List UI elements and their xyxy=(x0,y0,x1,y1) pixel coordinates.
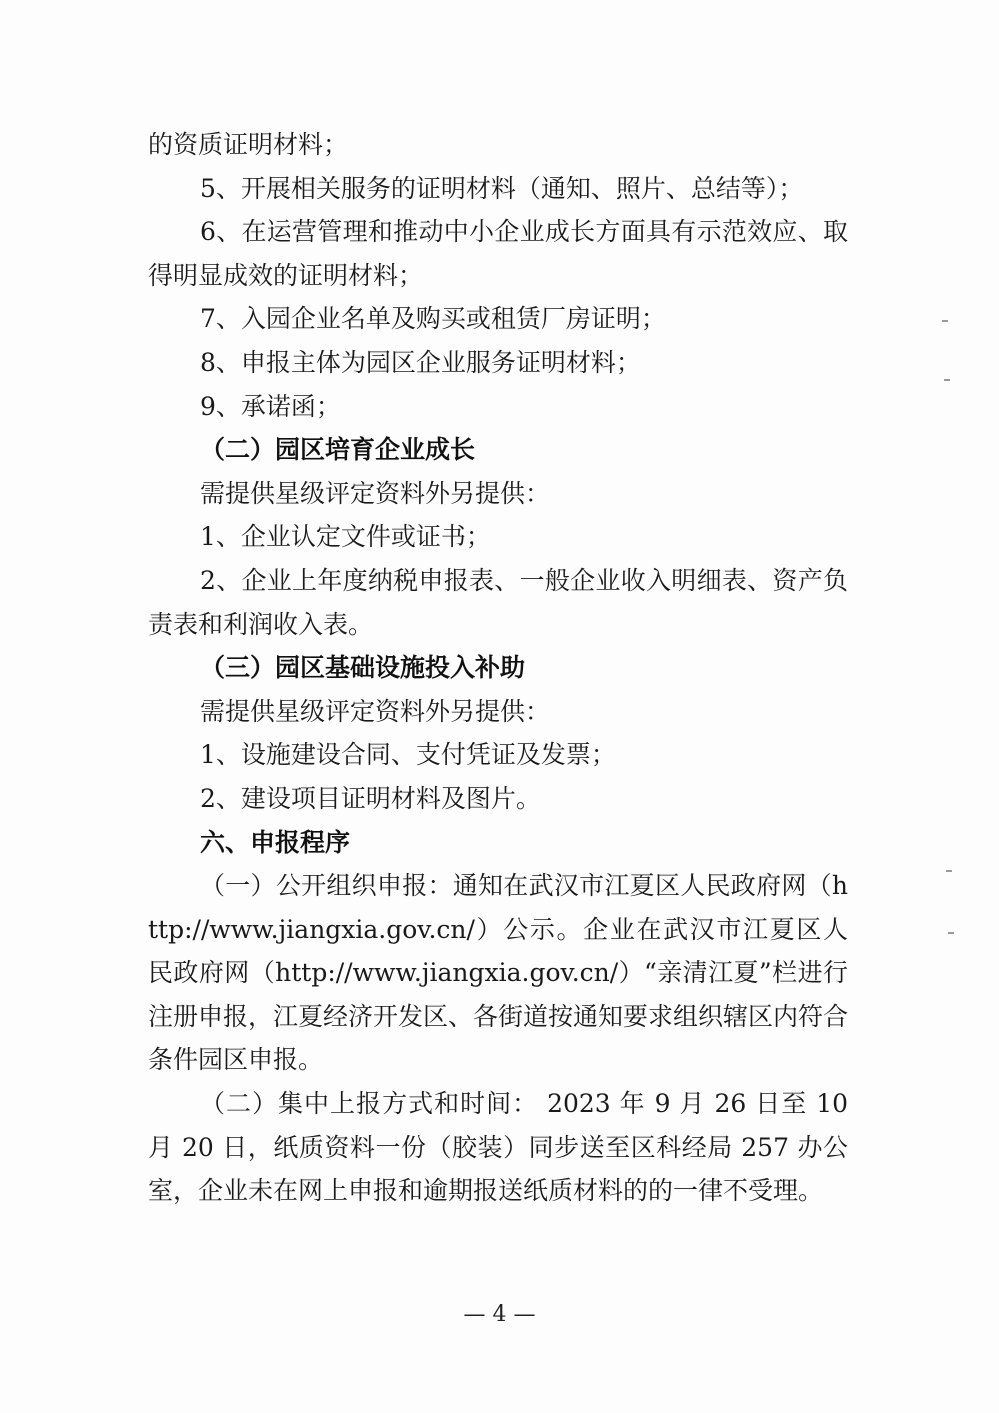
chapter-heading: 六、申报程序 xyxy=(200,827,351,857)
list-item-6: 6、在运营管理和推动中小企业成长方面具有示范效应、取得明显成效的证明材料； xyxy=(148,217,848,290)
document-body xyxy=(148,123,848,1213)
page-number: — 4 — xyxy=(463,1302,536,1327)
paragraph: （一）公开组织申报：通知在武汉市江夏区人民政府网（http://www.jiangxia.gov.cn/）公示。企业在武汉市江夏区人民政府网（http://www.jiangxia.gov.cn/）“亲清江夏”栏进行注册申报，江夏经济开发区、各街道按通知要求组织辖区内符合条件园区申报。 xyxy=(148,871,849,1075)
list-item-2: 2、建设项目证明材料及图片。 xyxy=(200,783,541,813)
list-item-1: 1、企业认定文件或证书； xyxy=(200,522,491,552)
scan-artifact xyxy=(948,932,954,934)
list-item-5: 5、开展相关服务的证明材料（通知、照片、总结等）； xyxy=(200,173,804,203)
paragraph: （二）集中上报方式和时间： 2023 年 9 月 26 日至 10 月 20 日，纸质资料一份（胶装）同步送至区科经局 257 办公室，企业未在网上申报和逾期报送纸质材料的的一律不受理。 xyxy=(148,1089,848,1206)
list-item-7: 7、入园企业名单及购买或租赁厂房证明； xyxy=(200,304,666,334)
scan-artifact xyxy=(946,870,952,872)
list-item-9: 9、承诺函； xyxy=(200,391,341,421)
list-item-2: 2、企业上年度纳税申报表、一般企业收入明细表、资产负责表和利润收入表。 xyxy=(148,565,848,639)
section-heading: （二）园区培育企业成长 xyxy=(200,435,476,465)
paragraph: 需提供星级评定资料外另提供： xyxy=(200,478,551,508)
list-item-8: 8、申报主体为园区企业服务证明材料； xyxy=(200,347,641,377)
list-item-1: 1、设施建设合同、支付凭证及发票； xyxy=(200,740,616,770)
scan-artifact xyxy=(942,320,948,322)
paragraph: 需提供星级评定资料外另提供： xyxy=(200,696,551,726)
scan-artifact xyxy=(944,379,950,381)
section-heading: （三）园区基础设施投入补助 xyxy=(200,653,526,683)
paragraph: 的资质证明材料； xyxy=(148,130,349,159)
